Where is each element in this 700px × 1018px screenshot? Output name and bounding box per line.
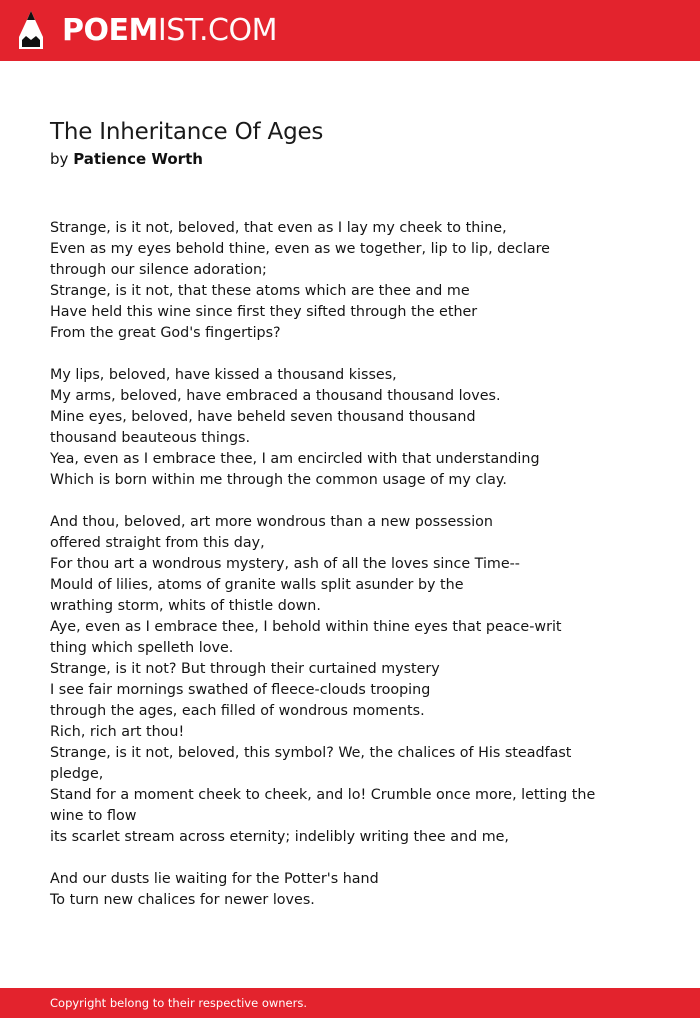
poem-line: thousand beauteous things. bbox=[50, 430, 251, 446]
stanza bbox=[50, 218, 590, 344]
poem-line: My lips, beloved, have kissed a thousand kisses, bbox=[50, 367, 397, 383]
poem-line: wrathing storm, whits of thistle down. bbox=[50, 598, 321, 614]
stanza bbox=[50, 869, 590, 911]
poem-line: Stand for a moment cheek to cheek, and lo! Crumble once more, letting the bbox=[50, 787, 596, 803]
poem-line: offered straight from this day, bbox=[50, 535, 265, 551]
poem-title: The Inheritance Of Ages bbox=[50, 119, 324, 145]
poem-body bbox=[50, 218, 596, 932]
byline bbox=[50, 149, 203, 169]
poem-line: its scarlet stream across eternity; indelibly writing thee and me, bbox=[50, 829, 509, 845]
poem-line: pledge, bbox=[50, 766, 104, 782]
pencil-icon bbox=[18, 10, 44, 52]
poem-line: Mine eyes, beloved, have beheld seven thousand thousand bbox=[50, 409, 476, 425]
poem-line: Strange, is it not, beloved, that even as I lay my cheek to thine, bbox=[50, 220, 507, 236]
poem-line: And thou, beloved, art more wondrous than a new possession bbox=[50, 514, 493, 530]
poem-line: wine to flow bbox=[50, 808, 137, 824]
copyright-notice: Copyright belong to their respective owners. bbox=[50, 996, 308, 1010]
poem-line: through the ages, each filled of wondrous moments. bbox=[50, 703, 425, 719]
poem-line: Which is born within me through the common usage of my clay. bbox=[50, 472, 507, 488]
stanza bbox=[50, 512, 596, 848]
poem-line: thing which spelleth love. bbox=[50, 640, 234, 656]
poem-line: And our dusts lie waiting for the Potter's hand bbox=[50, 871, 379, 887]
poem-line: Rich, rich art thou! bbox=[50, 724, 185, 740]
logo-text-light: IST.COM bbox=[157, 13, 277, 48]
poem-line: To turn new chalices for newer loves. bbox=[50, 892, 315, 908]
logo-text-bold: POEM bbox=[62, 13, 158, 48]
site-logo[interactable] bbox=[62, 12, 277, 50]
by-label: by bbox=[50, 150, 69, 168]
poem-line: Have held this wine since first they sifted through the ether bbox=[50, 304, 478, 320]
poem-line: For thou art a wondrous mystery, ash of all the loves since Time-- bbox=[50, 556, 520, 572]
site-header bbox=[0, 0, 700, 61]
poem-line: Strange, is it not, beloved, this symbol? We, the chalices of His steadfast bbox=[50, 745, 572, 761]
stanza bbox=[50, 365, 590, 491]
poem-line: through our silence adoration; bbox=[50, 262, 267, 278]
poem-line: From the great God's fingertips? bbox=[50, 325, 281, 341]
poem-line: I see fair mornings swathed of fleece-clouds trooping bbox=[50, 682, 431, 698]
author-name: Patience Worth bbox=[73, 150, 203, 168]
poem-line: Even as my eyes behold thine, even as we together, lip to lip, declare bbox=[50, 241, 550, 257]
poem-line: Strange, is it not? But through their curtained mystery bbox=[50, 661, 440, 677]
poem-line: My arms, beloved, have embraced a thousand thousand loves. bbox=[50, 388, 501, 404]
poem-line: Strange, is it not, that these atoms which are thee and me bbox=[50, 283, 470, 299]
site-footer bbox=[0, 988, 700, 1018]
poem-line: Aye, even as I embrace thee, I behold within thine eyes that peace-writ bbox=[50, 619, 562, 635]
poem-line: Yea, even as I embrace thee, I am encircled with that understanding bbox=[50, 451, 540, 467]
poem-line: Mould of lilies, atoms of granite walls split asunder by the bbox=[50, 577, 464, 593]
